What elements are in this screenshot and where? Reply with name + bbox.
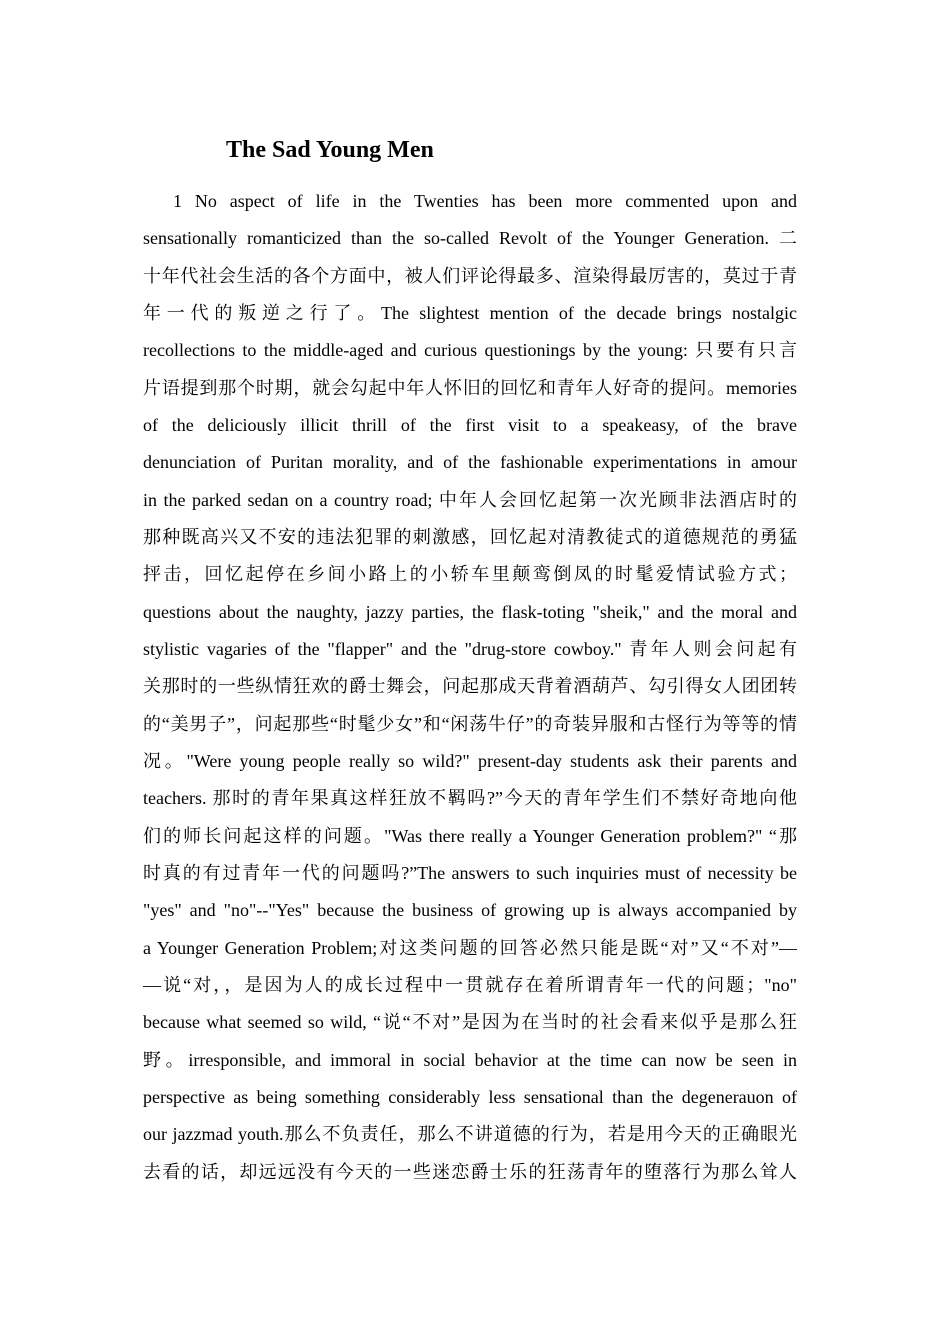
text-line: denunciation of Puritan morality, and of the fashionable experimentations in amour — [143, 452, 797, 473]
text-line: questions about the naughty, jazzy parties, the flask-toting "sheik," and the moral and — [143, 601, 797, 622]
paragraph-1 — [143, 183, 797, 1191]
text-line: stylistic vagaries of the "flapper" and the "drug-store cowboy." 青年人则会问起有 — [143, 638, 797, 659]
text-line: 关那时的一些纵情狂欢的爵士舞会，问起那成天背着酒葫芦、勾引得女人团团转 — [143, 676, 797, 697]
text-line: 野。irresponsible, and immoral in social behavior at the time can now be seen in — [143, 1049, 797, 1070]
text-line: in the parked sedan on a country road; 中年人会回忆起第一次光顾非法酒店时的 — [143, 489, 797, 510]
text-line: 片语提到那个时期，就会勾起中年人怀旧的回忆和青年人好奇的提问。memories — [143, 377, 797, 398]
text-line: 十年代社会生活的各个方面中，被人们评论得最多、渲染得最厉害的，莫过于青 — [143, 265, 797, 286]
text-line: 1 No aspect of life in the Twenties has been more commented upon and — [173, 191, 797, 211]
text-line: teachers. 那时的青年果真这样狂放不羁吗?”今天的青年学生们不禁好奇地向他 — [143, 788, 797, 809]
text-line: 年一代的叛逆之行了。The slightest mention of the decade brings nostalgic — [143, 302, 797, 323]
text-line: our jazzmad youth.那么不负责任，那么不讲道德的行为，若是用今天的正确眼光 — [143, 1124, 797, 1145]
text-line: "yes" and "no"--"Yes" because the business of growing up is always accompanied by — [143, 900, 797, 921]
text-line: 去看的话，却远远没有今天的一些迷恋爵士乐的狂荡青年的堕落行为那么耸人 — [143, 1161, 797, 1182]
text-line: because what seemed so wild, “说“不对”是因为在当时的社会看来似乎是那么狂 — [143, 1012, 797, 1033]
text-line: recollections to the middle-aged and curious questionings by the young: 只要有只言 — [143, 340, 797, 361]
text-line: sensationally romanticized than the so-called Revolt of the Younger Generation. 二 — [143, 228, 797, 249]
document-title: The Sad Young Men — [226, 137, 434, 163]
text-line: 况。"Were young people really so wild?" present-day students ask their parents and — [143, 750, 797, 771]
text-line: —说“对，，是因为人的成长过程中一贯就存在着所谓青年一代的问题；"no" — [143, 974, 797, 995]
text-line: of the deliciously illicit thrill of the first visit to a speakeasy, of the brave — [143, 414, 797, 435]
text-line: 那种既高兴又不安的违法犯罪的刺激感，回忆起对清教徒式的道德规范的勇猛 — [143, 526, 797, 547]
text-line: 抨击，回忆起停在乡间小路上的小轿车里颠鸾倒凤的时髦爱情试验方式； — [143, 564, 797, 585]
text-line: 的“美男子”，问起那些“时髦少女”和“闲荡牛仔”的奇装异服和古怪行为等等的情 — [143, 713, 797, 734]
text-line: a Younger Generation Problem;对这类问题的回答必然只能是既“对”又“不对”— — [143, 937, 797, 958]
text-line: 们的师长问起这样的问题。"Was there really a Younger Generation problem?" “那 — [143, 825, 797, 846]
text-line: 时真的有过青年一代的问题吗?”The answers to such inquiries must of necessity be — [143, 862, 797, 883]
text-line: perspective as being something considerably less sensational than the degenerauon of — [143, 1086, 797, 1107]
